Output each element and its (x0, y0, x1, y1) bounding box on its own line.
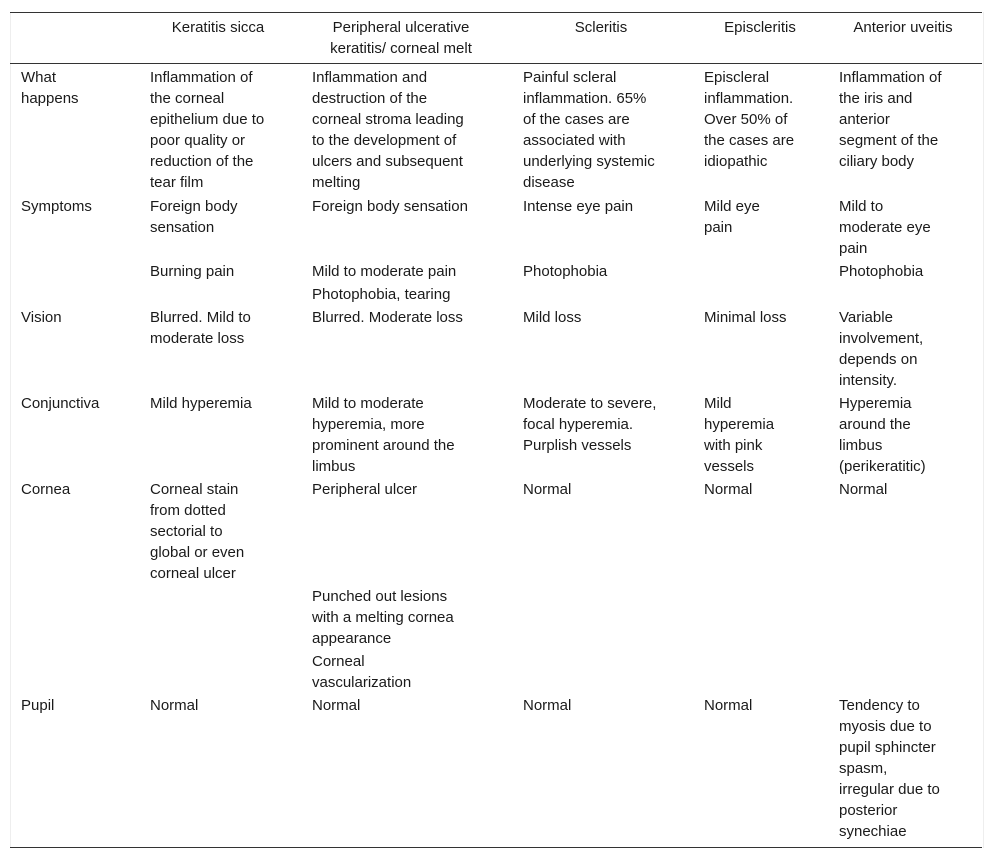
vision-episcleritis (704, 307, 787, 328)
cell-line: around the (839, 416, 911, 433)
row-symptoms-label (21, 196, 92, 217)
cell-line: inflammation. 65% (523, 90, 647, 107)
cornea-puk-2 (312, 586, 454, 649)
cell-line: Cornea (21, 481, 71, 498)
row-cornea-label (21, 479, 70, 500)
cell-line: Mild loss (523, 309, 582, 326)
cell-line: depends on (839, 351, 918, 368)
cell-line: Foreign body sensation (312, 198, 468, 215)
cell-line: Moderate to severe, (523, 395, 657, 412)
cell-line: Inflammation of (150, 69, 253, 86)
cell-line: involvement, (839, 330, 924, 347)
cell-line: melting (312, 174, 361, 191)
cornea-puk-3 (312, 651, 411, 693)
cell-line: Episcleral (704, 69, 770, 86)
cell-line: spasm, (839, 760, 888, 777)
vision-scleritis (523, 307, 581, 328)
cell-line: the corneal (150, 90, 225, 107)
cornea-puk-1 (312, 479, 417, 500)
conjunctiva-puk (312, 393, 455, 477)
cell-line: associated with (523, 132, 626, 149)
header-puk-line1: Peripheral ulcerative (332, 19, 470, 36)
cell-line: moderate loss (150, 330, 245, 347)
cell-line: Inflammation and (312, 69, 428, 86)
cell-line: Blurred. Moderate loss (312, 309, 463, 326)
cell-line: with a melting cornea (312, 609, 454, 626)
header-rule (10, 63, 982, 64)
what-happens-sicca (150, 67, 264, 193)
cell-line: idiopathic (704, 153, 768, 170)
cell-line: vessels (704, 458, 755, 475)
header-episcleritis: Episcleritis (724, 19, 796, 36)
cell-line: Purplish vessels (523, 437, 632, 454)
cell-line: Mild to moderate pain (312, 263, 457, 280)
symptoms-puk-1 (312, 196, 468, 217)
symptoms-sicca-2 (150, 261, 234, 282)
cell-line: focal hyperemia. (523, 416, 634, 433)
cell-line: Vision (21, 309, 62, 326)
cell-line: poor quality or (150, 132, 246, 149)
cell-line: hyperemia (704, 416, 775, 433)
cell-line: Burning pain (150, 263, 235, 280)
symptoms-episcleritis-1 (704, 196, 760, 238)
row-pupil-label (21, 695, 54, 716)
cell-line: Minimal loss (704, 309, 787, 326)
cell-line: prominent around the (312, 437, 455, 454)
what-happens-puk (312, 67, 464, 193)
cell-line: limbus (312, 458, 356, 475)
conjunctiva-episcleritis (704, 393, 774, 477)
conjunctiva-uveitis (839, 393, 926, 477)
cell-line: intensity. (839, 372, 898, 389)
cornea-episcleritis (704, 479, 752, 500)
cell-line: pupil sphincter (839, 739, 936, 756)
cell-line: Normal (523, 481, 572, 498)
table-top-rule (10, 12, 982, 13)
cell-line: Blurred. Mild to (150, 309, 251, 326)
cell-line: irregular due to (839, 781, 940, 798)
cell-line: Foreign body (150, 198, 238, 215)
header-keratitis-sicca: Keratitis sicca (171, 19, 265, 36)
row-vision-label (21, 307, 62, 328)
cell-line: Intense eye pain (523, 198, 634, 215)
vision-uveitis (839, 307, 923, 391)
cell-line: sectorial to (150, 523, 223, 540)
vision-puk (312, 307, 463, 328)
cell-line: Mild to (839, 198, 884, 215)
cell-line: tear film (150, 174, 204, 191)
cell-line: the iris and (839, 90, 913, 107)
cell-line: with pink (704, 437, 763, 454)
pupil-episcleritis (704, 695, 752, 716)
cell-line: Symptoms (21, 198, 92, 215)
cornea-sicca (150, 479, 244, 584)
pupil-uveitis (839, 695, 940, 842)
cell-line: Punched out lesions (312, 588, 448, 605)
cell-line: Mild (704, 395, 732, 412)
pupil-scleritis (523, 695, 571, 716)
symptoms-scleritis-2 (523, 261, 607, 282)
cell-line: moderate eye (839, 219, 931, 236)
cell-line: happens (21, 90, 79, 107)
header-anterior-uveitis: Anterior uveitis (853, 19, 953, 36)
cell-line: Normal (150, 697, 199, 714)
pupil-sicca (150, 695, 198, 716)
cell-line: sensation (150, 219, 215, 236)
conjunctiva-scleritis (523, 393, 656, 456)
cell-line: Peripheral ulcer (312, 481, 418, 498)
cell-line: Normal (312, 697, 361, 714)
cell-line: epithelium due to (150, 111, 265, 128)
cell-line: from dotted (150, 502, 226, 519)
cell-line: corneal stroma leading (312, 111, 464, 128)
symptoms-sicca-1 (150, 196, 238, 238)
cell-line: destruction of the (312, 90, 428, 107)
cell-line: myosis due to (839, 718, 932, 735)
cell-line: Mild eye (704, 198, 760, 215)
vision-sicca (150, 307, 251, 349)
cell-line: Tendency to (839, 697, 920, 714)
cell-line: ulcers and subsequent (312, 153, 463, 170)
cell-line: limbus (839, 437, 883, 454)
cell-line: inflammation. (704, 90, 794, 107)
what-happens-episcleritis (704, 67, 794, 172)
cell-line: Corneal stain (150, 481, 239, 498)
cell-line: Conjunctiva (21, 395, 100, 412)
cell-line: Normal (523, 697, 572, 714)
what-happens-uveitis (839, 67, 942, 172)
cell-line: Normal (839, 481, 888, 498)
cell-line: disease (523, 174, 575, 191)
cell-line: global or even (150, 544, 245, 561)
symptoms-puk-3 (312, 284, 450, 305)
cell-line: Painful scleral (523, 69, 617, 86)
table-bottom-rule (10, 847, 982, 848)
cell-line: of the cases are (523, 111, 630, 128)
cell-line: the cases are (704, 132, 795, 149)
cell-line: Over 50% of (704, 111, 788, 128)
header-scleritis: Scleritis (574, 19, 628, 36)
cell-line: Hyperemia (839, 395, 912, 412)
cornea-scleritis (523, 479, 571, 500)
cell-line: Photophobia (523, 263, 608, 280)
cell-line: underlying systemic (523, 153, 655, 170)
symptoms-scleritis-1 (523, 196, 633, 217)
header-puk-line2: keratitis/ corneal melt (330, 40, 472, 57)
cell-line: Normal (704, 697, 753, 714)
cell-line: What (21, 69, 57, 86)
cell-line: Inflammation of (839, 69, 942, 86)
cell-line: pain (839, 240, 868, 257)
symptoms-uveitis-2 (839, 261, 923, 282)
cell-line: corneal ulcer (150, 565, 236, 582)
cell-line: segment of the (839, 132, 939, 149)
conjunctiva-sicca (150, 393, 252, 414)
cornea-uveitis (839, 479, 887, 500)
symptoms-uveitis-1 (839, 196, 931, 259)
what-happens-scleritis (523, 67, 655, 193)
cell-line: vascularization (312, 674, 412, 691)
cell-line: hyperemia, more (312, 416, 425, 433)
cell-line: Variable (839, 309, 893, 326)
cell-line: Corneal (312, 653, 365, 670)
row-what-happens-label (21, 67, 79, 109)
cell-line: ciliary body (839, 153, 915, 170)
cell-line: Normal (704, 481, 753, 498)
cell-line: pain (704, 219, 733, 236)
cell-line: Photophobia, tearing (312, 286, 451, 303)
symptoms-puk-2 (312, 261, 456, 282)
pupil-puk (312, 695, 360, 716)
cell-line: appearance (312, 630, 392, 647)
cell-line: to the development of (312, 132, 457, 149)
cell-line: Pupil (21, 697, 55, 714)
row-conjunctiva-label (21, 393, 99, 414)
cell-line: (perikeratitic) (839, 458, 926, 475)
cell-line: synechiae (839, 823, 907, 840)
cell-line: anterior (839, 111, 890, 128)
cell-line: Mild to moderate (312, 395, 424, 412)
cell-line: Mild hyperemia (150, 395, 252, 412)
cell-line: Photophobia (839, 263, 924, 280)
cell-line: reduction of the (150, 153, 254, 170)
cell-line: posterior (839, 802, 898, 819)
